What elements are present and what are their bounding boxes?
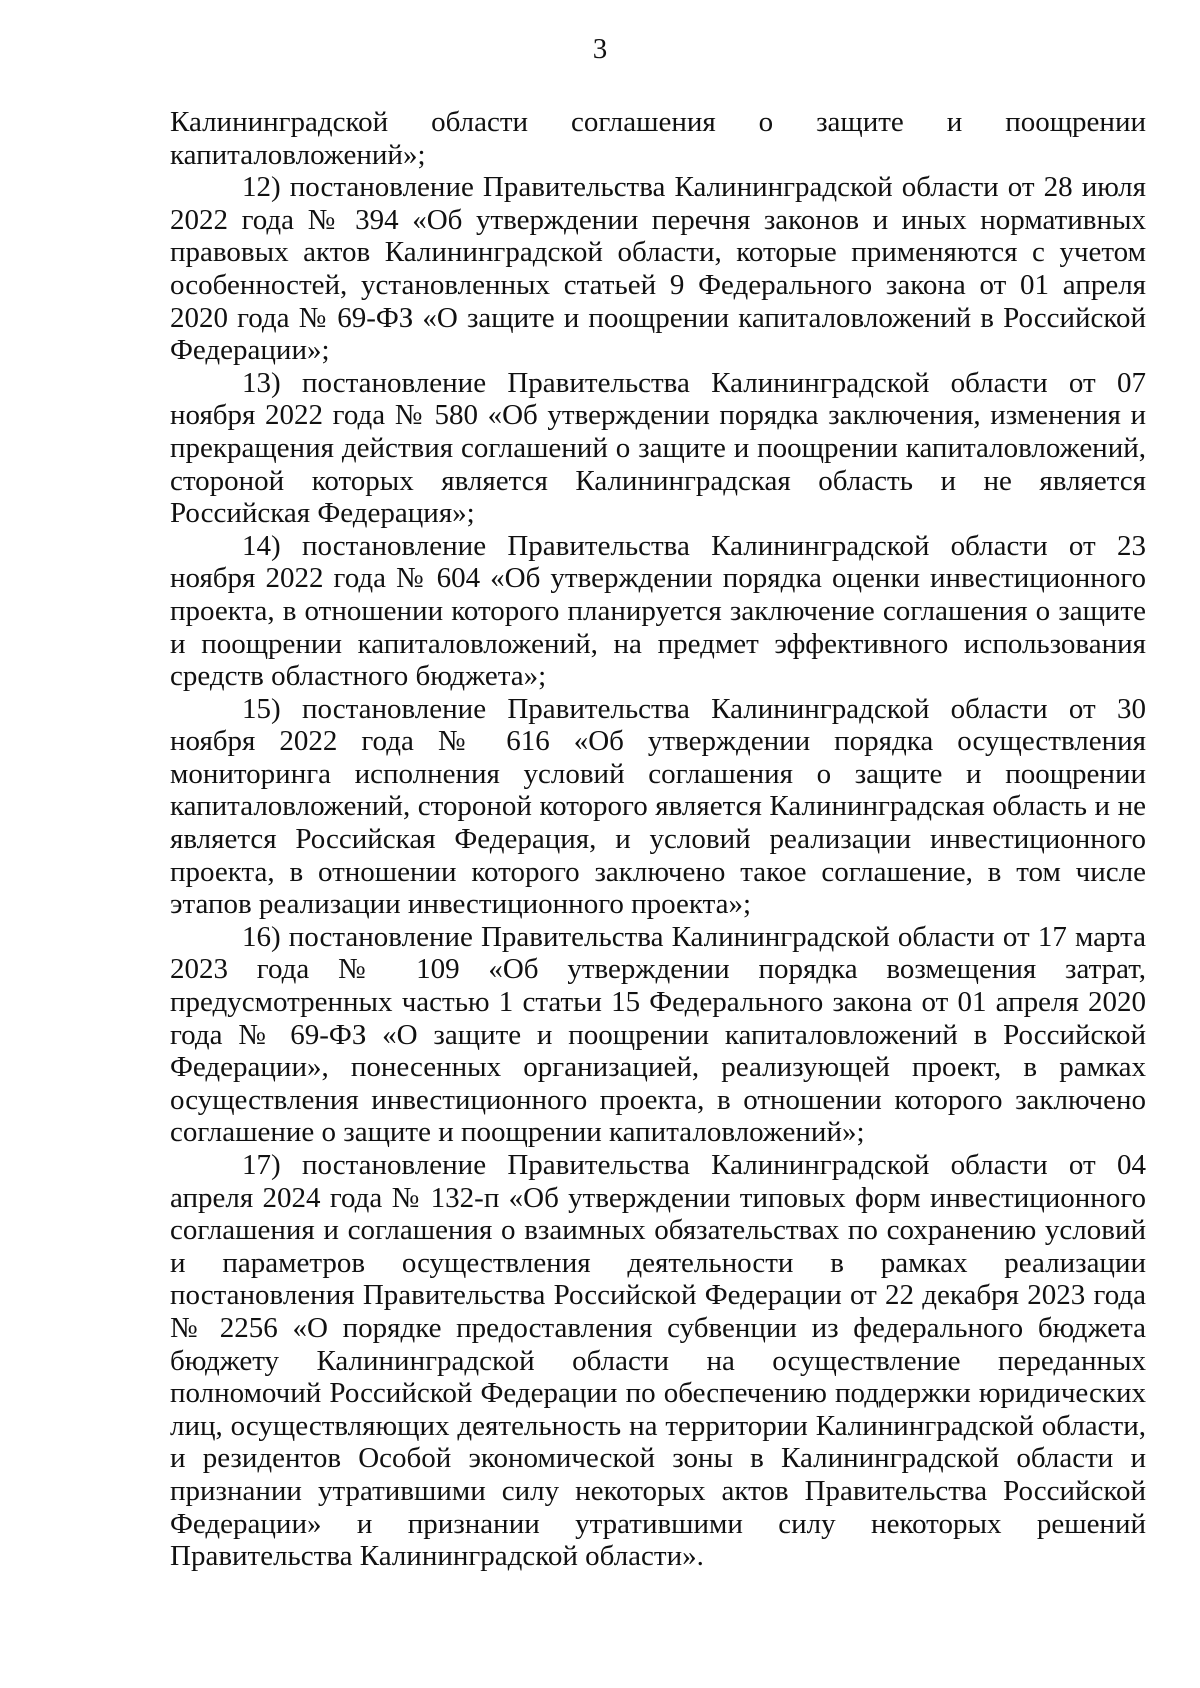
paragraph-item-13: 13) постановление Правительства Калининградской области от 07 ноября 2022 года № 580 «Об утверждении порядка заключения, изменения и прекращения действия соглашений о защите и поощрении капиталовложений, стороной которых является Калининградская область и не является Российская Федерация»; bbox=[170, 366, 1146, 530]
paragraph-item-16: 16) постановление Правительства Калининградской области от 17 марта 2023 года № 109 «Об утверждении порядка возмещения затрат, предусмотренных частью 1 статьи 15 Федерального закона от 01 апреля 2020 года № 69-ФЗ «О защите и поощрении капиталовложений в Российской Федерации», понесенных организацией, реализующей проект, в рамках осуществления инвестиционного проекта, в отношении которого заключено соглашение о защите и поощрении капиталовложений»; bbox=[170, 920, 1146, 1149]
paragraph-item-15: 15) постановление Правительства Калининградской области от 30 ноября 2022 года № 616 «Об утверждении порядка осуществления мониторинга исполнения условий соглашения о защите и поощрении капиталовложений, стороной которого является Калининградская область и не является Российская Федерация, и условий реализации инвестиционного проекта, в отношении которого заключено такое соглашение, в том числе этапов реализации инвестиционного проекта»; bbox=[170, 692, 1146, 921]
page-number: 3 bbox=[592, 33, 608, 65]
paragraph-continuation: Калининградской области соглашения о защите и поощрении капиталовложений»; bbox=[170, 106, 1146, 171]
paragraph-item-14: 14) постановление Правительства Калининградской области от 23 ноября 2022 года № 604 «Об утверждении порядка оценки инвестиционного проекта, в отношении которого планируется заключение соглашения о защите и поощрении капиталовложений, на предмет эффективного использования средств областного бюджета»; bbox=[170, 529, 1146, 693]
paragraph-item-12: 12) постановление Правительства Калининградской области от 28 июля 2022 года № 394 «Об утверждении перечня законов и иных нормативных правовых актов Калининградской области, которые применяются с учетом особенностей, установленных статьей 9 Федерального закона от 01 апреля 2020 года № 69-ФЗ «О защите и поощрении капиталовложений в Российской Федерации»; bbox=[170, 171, 1146, 367]
document-body bbox=[170, 106, 1146, 1573]
paragraph-item-17: 17) постановление Правительства Калининградской области от 04 апреля 2024 года № 132-п «Об утверждении типовых форм инвестиционного соглашения и соглашения о взаимных обязательствах по сохранению условий и параметров осуществления деятельности в рамках реализации постановления Правительства Российской Федерации от 22 декабря 2023 года № 2256 «О порядке предоставления субвенции из федерального бюджета бюджету Калининградской области на осуществление переданных полномочий Российской Федерации по обеспечению поддержки юридических лиц, осуществляющих деятельность на территории Калининградской области, и резидентов Особой экономической зоны в Калининградской области и признании утратившими силу некоторых актов Правительства Российской Федерации» и признании утратившими силу некоторых решений Правительства Калининградской области». bbox=[170, 1149, 1146, 1573]
